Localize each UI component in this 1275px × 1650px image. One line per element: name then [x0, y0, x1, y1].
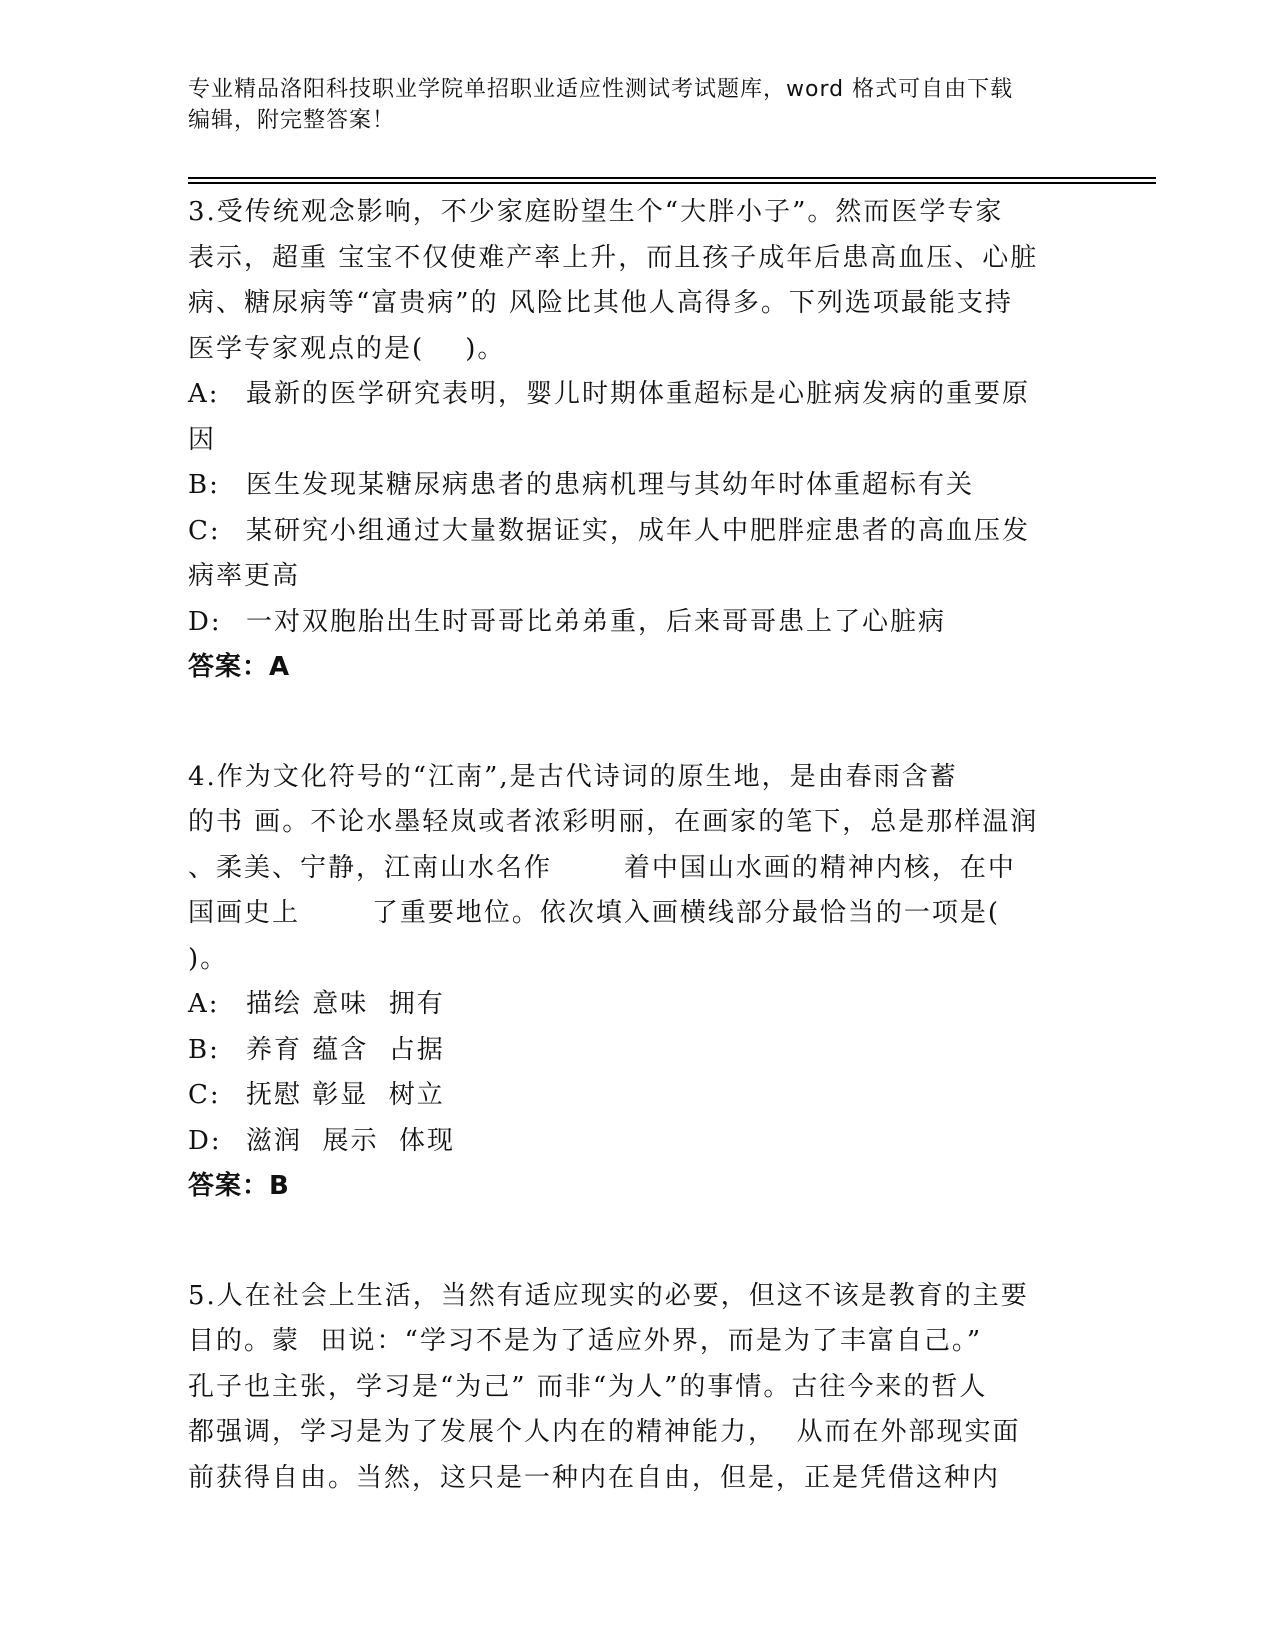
question-text-line: 病、糖尿病等“富贵病”的 风险比其他人高得多。下列选项最能支持: [188, 288, 1013, 318]
option-text: 医生发现某糖尿病患者的患病机理与其幼年时体重超标有关: [246, 470, 975, 500]
question-3: [188, 190, 1098, 691]
question-text-line: 表示，超重 宝宝不仅使难产率上升，而且孩子成年后患高血压、心脏: [188, 242, 1039, 273]
header-line-1: 专业精品洛阳科技职业学院单招职业适应性测试考试题库，word 格式可自由下载: [188, 77, 1014, 102]
option-text: 一对双胞胎出生时哥哥比弟弟重，后来哥哥患上了心脏病: [246, 606, 947, 637]
option-text: 描绘 意味 拥有: [246, 989, 445, 1019]
option-letter: C:: [188, 515, 221, 546]
option-a: [188, 372, 1098, 418]
question-text-line: 都强调，学习是为了发展个人内在的精神能力， 从而在外部现实面: [188, 1417, 1021, 1447]
option-letter: A:: [188, 379, 220, 409]
option-c: [188, 1073, 1098, 1119]
question-text-line: 孔子也主张，学习是“为己” 而非“为人”的事情。古往今来的哲人: [188, 1371, 988, 1402]
header-rule-bottom: [188, 182, 1156, 184]
option-b: [188, 463, 1098, 509]
answer-label: 答案：B: [188, 1171, 290, 1201]
option-letter: B:: [188, 1034, 220, 1065]
question-text-line: )。: [188, 943, 229, 974]
question-text-line: 目的。蒙 田说：“学习不是为了适应外界，而是为了丰富自己。”: [188, 1326, 983, 1356]
question-spacer: [188, 691, 1098, 755]
option-text: 某研究小组通过大量数据证实，成年人中肥胖症患者的高血压发: [246, 515, 1031, 546]
option-letter: C:: [188, 1080, 221, 1110]
option-letter: A:: [188, 989, 220, 1019]
question-text-line: 5.人在社会上生活，当然有适应现实的必要，但这不该是教育的主要: [188, 1280, 1029, 1311]
option-text: 养育 蕴含 占据: [246, 1034, 445, 1065]
option-d: [188, 600, 1098, 646]
question-spacer: [188, 1210, 1098, 1274]
option-letter: D:: [188, 606, 222, 637]
option-text-continued: 因: [188, 424, 217, 455]
option-d: [188, 1119, 1098, 1165]
header-rule-top: [188, 177, 1156, 179]
answer-label: 答案：A: [188, 652, 291, 682]
question-text-line: 前获得自由。当然，这只是一种内在自由，但是，正是凭借这种内: [188, 1462, 1001, 1493]
option-letter: B:: [188, 470, 220, 500]
header-line-2: 编辑，附完整答案！: [188, 108, 396, 133]
question-text-line: 4.作为文化符号的“江南”,是古代诗词的原生地，是由春雨含蓄: [188, 761, 958, 792]
option-text: 滋润 展示 体现: [246, 1125, 456, 1156]
option-text: 最新的医学研究表明，婴儿时期体重超标是心脏病发病的重要原: [246, 379, 1031, 409]
question-5: [188, 1274, 1098, 1502]
question-text-line: 3.受传统观念影响，不少家庭盼望生个“大胖小子”。然而医学专家: [188, 197, 1004, 227]
question-text-line: 医学专家观点的是( )。: [188, 333, 506, 364]
option-text-continued: 病率更高: [188, 561, 301, 591]
question-4: [188, 755, 1098, 1210]
option-letter: D:: [188, 1125, 222, 1156]
question-text-line: 的书 画。不论水墨轻岚或者浓彩明丽，在画家的笔下，总是那样温润: [188, 807, 1039, 837]
option-text: 抚慰 彰显 树立: [246, 1080, 445, 1110]
question-text-line: 、柔美、宁静，江南山水名作 着中国山水画的精神内核，在中: [188, 852, 1016, 883]
option-b: [188, 1028, 1098, 1074]
option-c: [188, 509, 1098, 555]
question-text-line: 国画史上 了重要地位。依次填入画横线部分最恰当的一项是(: [188, 898, 1000, 928]
option-a: [188, 982, 1098, 1028]
document-header: [188, 74, 1068, 136]
question-list: [188, 190, 1098, 1501]
